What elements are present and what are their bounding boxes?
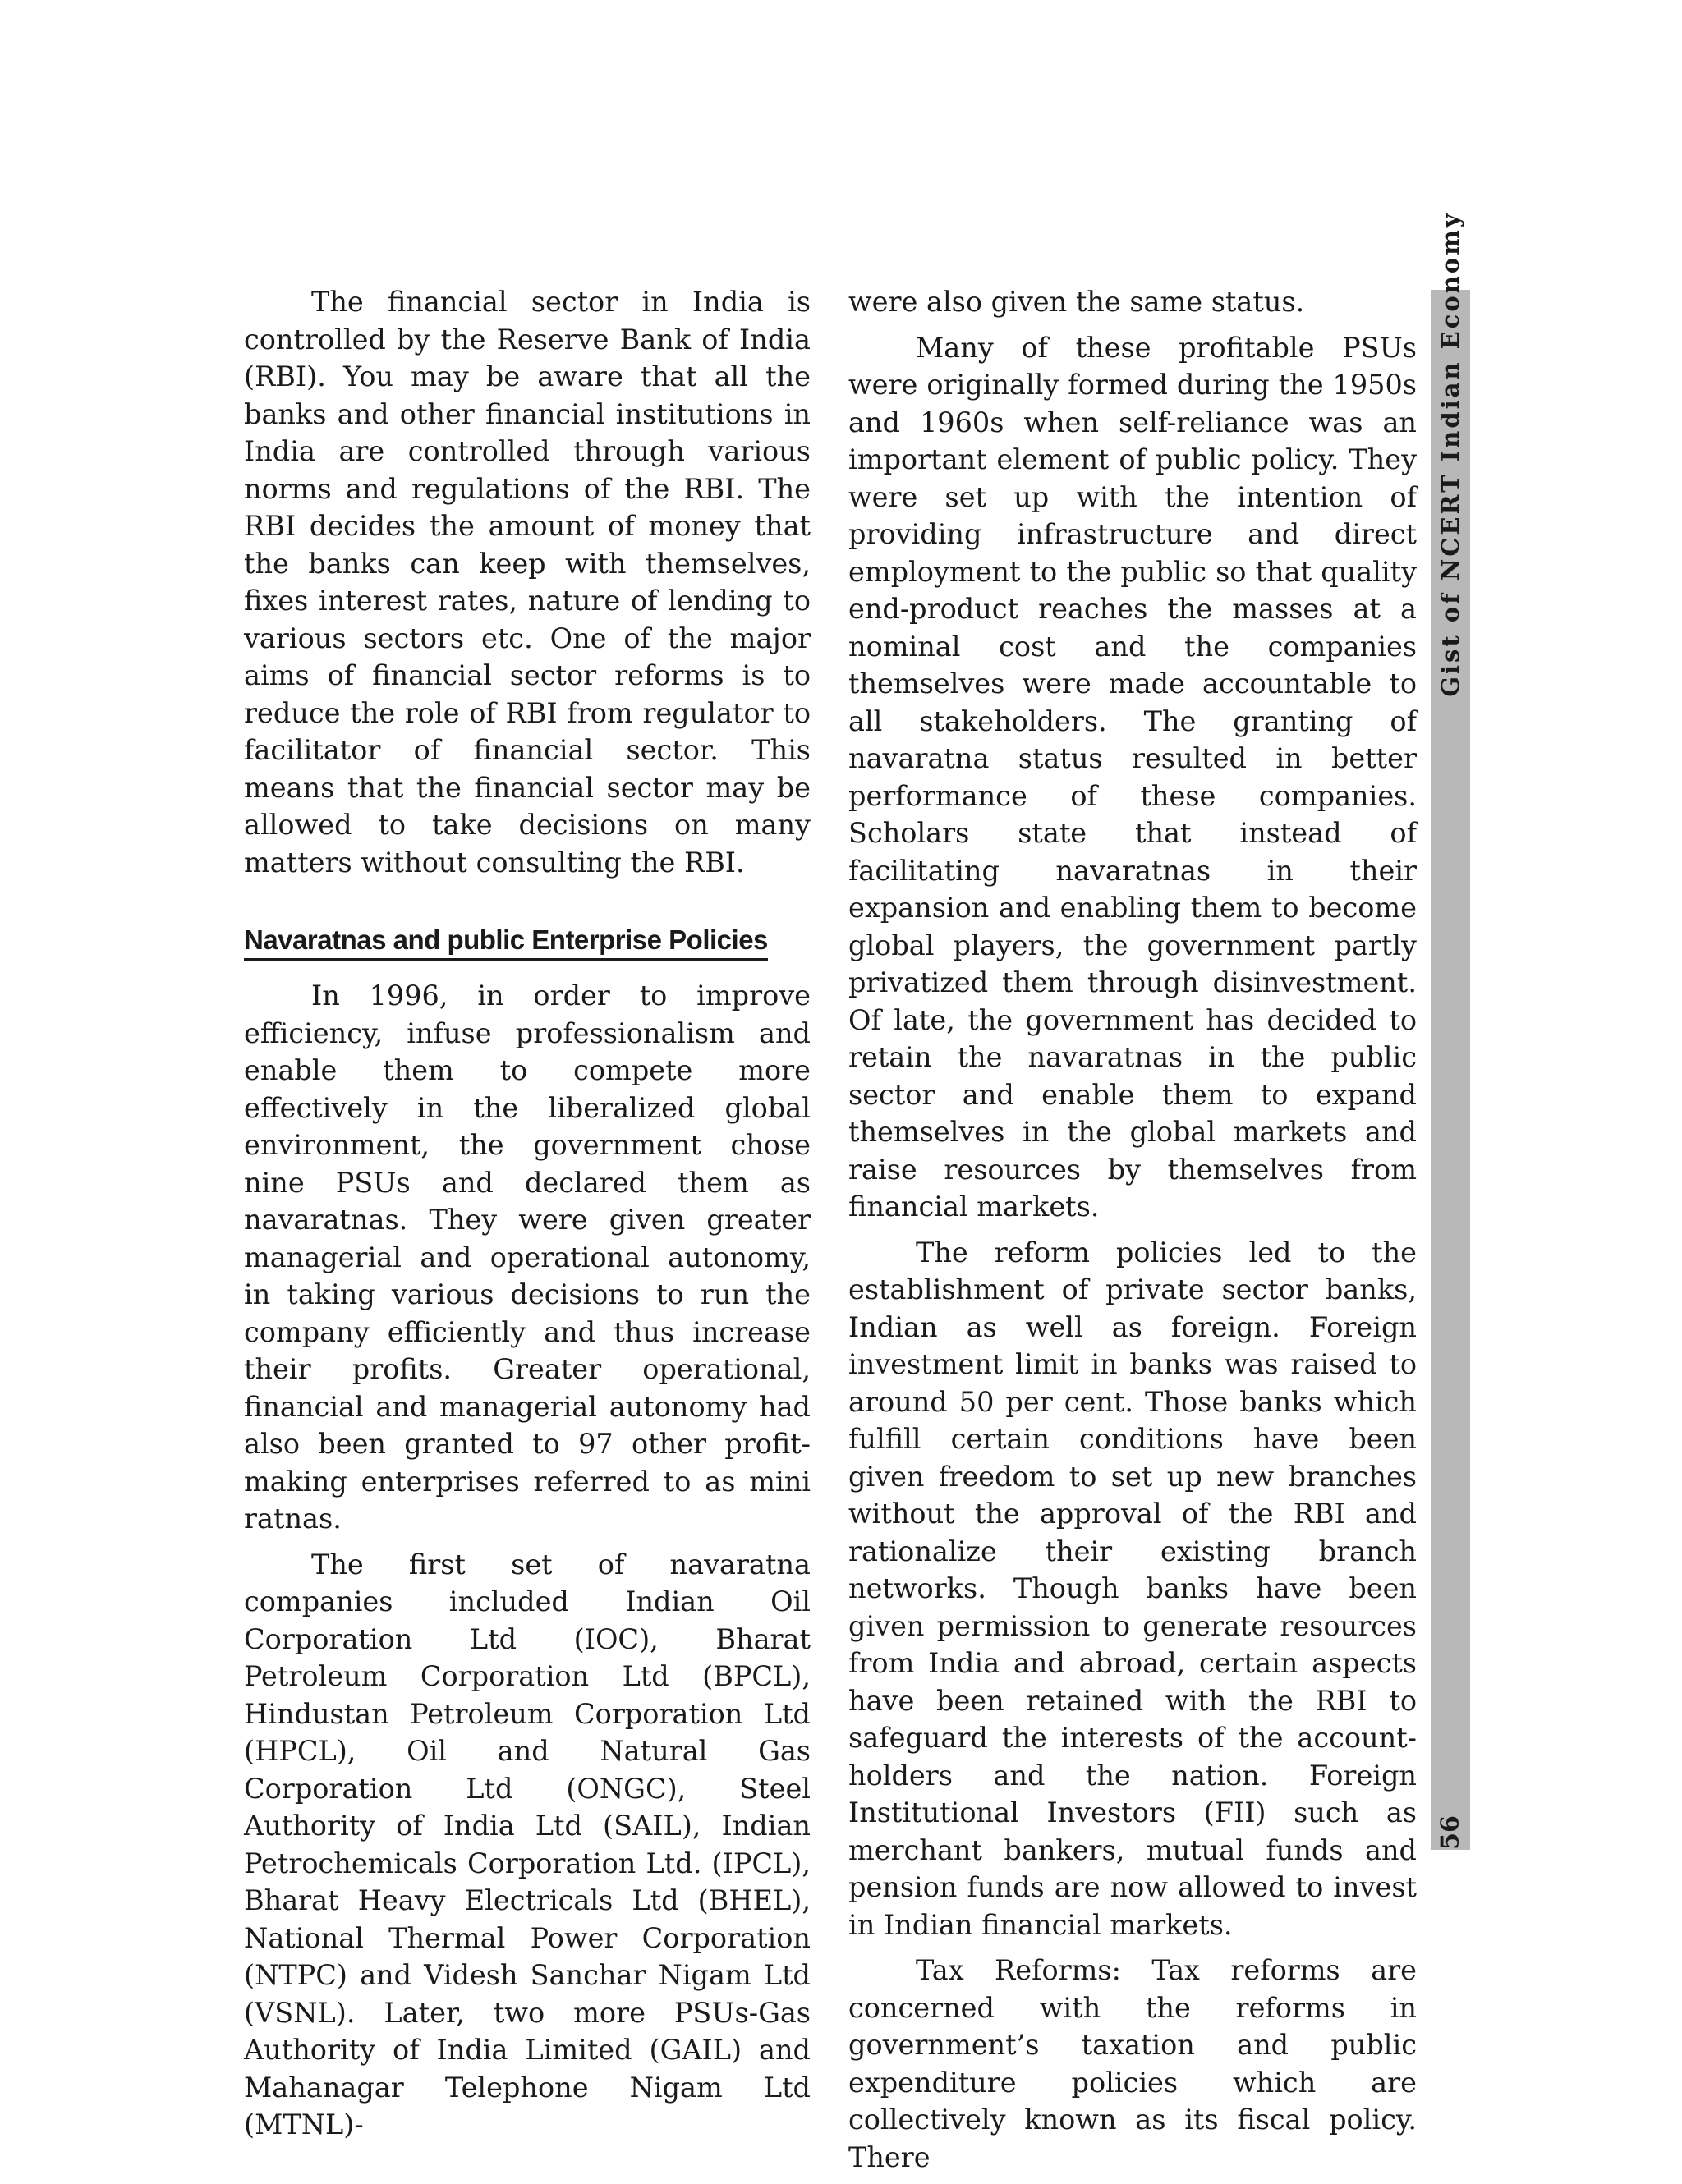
paragraph-tax-reforms: Tax Reforms: Tax reforms are concerned with the reforms in government’s taxation and public expenditure policies which are collectively known as its fiscal policy. There [848,1954,1417,2173]
paragraph-same-status: were also given the same status. [848,286,1305,318]
paragraph-reform-policies-banks: The reform policies led to the establishment of private sector banks, Indian as well as foreign. Foreign investment limit in banks was raised to around 50 per cent. Those banks which fulfill certain conditions have been given freedom to set up new branches without the approval of the RBI and rationalize their existing branch networks. Though banks have been given permission to generate resources from India and abroad, certain aspects have been retained with the RBI to safeguard the interests of the account-holders and the nation. Foreign Institutional Investors (FII) such as merchant bankers, mutual funds and pension funds are now allowed to invest in Indian financial markets. [848,1236,1417,1941]
page-number: 56 [1436,1815,1465,1850]
right-column [848,283,1417,2184]
paragraph-profitable-psus: Many of these profitable PSUs were originally formed during the 1950s and 1960s when self-reliance was an important element of public policy. They were set up with the intention of providing infrastructure and direct employment to the public so that quality end-product reaches the masses at a nominal cost and the companies themselves were made accountable to all stakeholders. The granting of navaratna status resulted in better performance of these companies. Scholars state that instead of facilitating navaratnas in their expansion and enabling them to become global players, the government partly privatized them through disinvestment. Of late, the government has decided to retain the navaratnas in the public sector and enable them to expand themselves in the global markets and raise resources by themselves from financial markets. [848,331,1417,1223]
left-column [244,283,811,2152]
paragraph-navaratnas-1996: In 1996, in order to improve efficiency, infuse professionalism and enable them to compete more effectively in the liberalized global environment, the government chose nine PSUs and declared them as navaratnas. They were given greater managerial and operational autonomy, in taking various decisions to run the company efficiently and thus increase their profits. Greater operational, financial and managerial autonomy had also been granted to 97 other profit-making enterprises referred to as mini ratnas. [244,980,811,1535]
section-heading-navaratnas: Navaratnas and public Enterprise Policies [244,924,768,961]
paragraph-financial-sector: The financial sector in India is controlled by the Reserve Bank of India (RBI). You may be aware that all the banks and other financial institutions in India are controlled through various norms and regulations of the RBI. The RBI decides the amount of money that the banks can keep with themselves, fixes interest rates, nature of lending to various sectors etc. One of the major aims of financial sector reforms is to reduce the role of RBI from regulator to facilitator of financial sector. This means that the financial sector may be allowed to take decisions on many matters without consulting the RBI. [244,286,811,879]
running-title: Gist of NCERT Indian Economy [1436,211,1464,697]
paragraph-first-set-navaratnas: The first set of navaratna companies included Indian Oil Corporation Ltd (IOC), Bharat Petroleum Corporation Ltd (BPCL), Hindustan Petroleum Corporation Ltd (HPCL), Oil and Natural Gas Corporation Ltd (ONGC), Steel Authority of India Ltd (SAIL), Indian Petrochemicals Corporation Ltd. (IPCL), Bharat Heavy Electricals Ltd (BHEL), National Thermal Power Corporation (NTPC) and Videsh Sanchar Nigam Ltd (VSNL). Later, two more PSUs-Gas Authority of India Limited (GAIL) and Mahanagar Telephone Nigam Ltd (MTNL)- [244,1548,811,2140]
